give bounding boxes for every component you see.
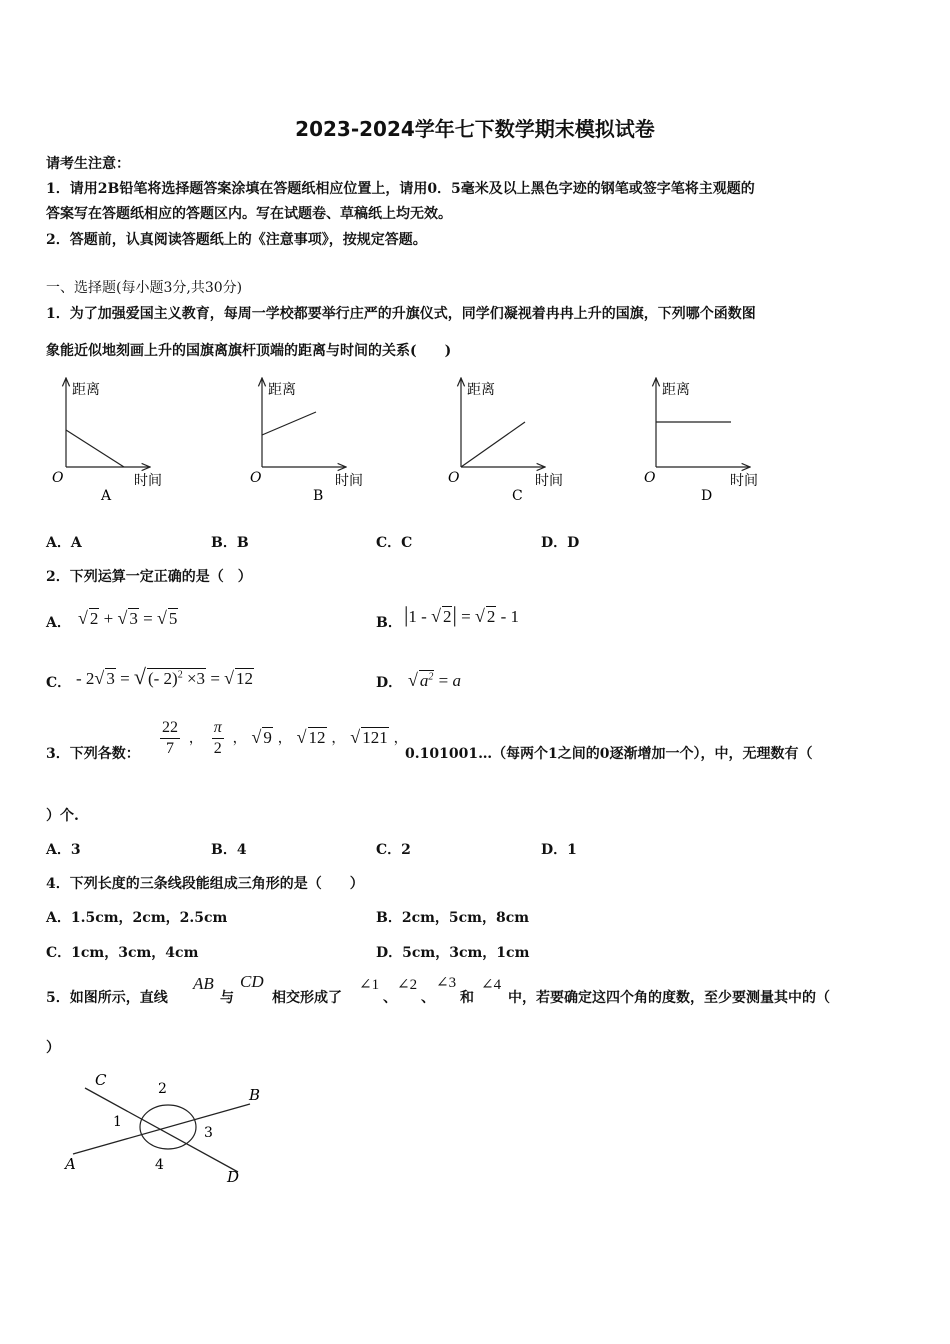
q5-angle-1: ∠1 [359, 977, 380, 993]
q4-option-b[interactable]: B．2cm，5cm，8cm [376, 910, 530, 926]
graph-c [448, 378, 563, 504]
graph-b-caption: B [313, 488, 324, 504]
q2-option-b-formula: |1 - √ 2| = √ 2 - 1 [404, 602, 520, 627]
q1-stem-line-2: 象能近似地刻画上升的国旗离旗杆顶端的距离与时间的关系( ) [46, 343, 452, 359]
q5-separator-2: 、 [421, 990, 435, 1006]
graph-b-y-label: 距离 [268, 382, 296, 398]
notice-line-2: 答案写在答题纸相应的答题区内。写在试题卷、草稿纸上均无效。 [46, 206, 452, 222]
q5-angle-4: ∠4 [481, 977, 502, 993]
graph-a-line [66, 430, 124, 467]
q5-angle-2: ∠2 [397, 977, 418, 993]
graph-d-x-label: 时间 [730, 473, 758, 489]
q3-suffix: 0.101001…（每两个1之间的0逐渐增加一个），中，无理数有（ [405, 746, 813, 762]
q4-stem: 4．下列长度的三条线段能组成三角形的是（ ） [46, 876, 364, 892]
graph-c-line [461, 422, 525, 467]
q3-option-b[interactable]: B．4 [211, 842, 247, 858]
q1-option-b[interactable]: B．B [211, 535, 249, 551]
q2-option-d-formula: √ $a^2 = a$ [408, 670, 461, 690]
q3-option-a[interactable]: A．3 [46, 842, 81, 858]
q5-stem-part-2: 与 [220, 990, 234, 1006]
graph-b-x-label: 时间 [335, 473, 363, 489]
point-a: A [65, 1155, 76, 1173]
graph-d-origin: O [644, 470, 656, 486]
point-b: B [249, 1086, 261, 1104]
section-heading: 一、选择题(每小题3分,共30分) [46, 280, 243, 296]
q3-line-2: ）个. [46, 808, 79, 824]
angle-label-4: 4 [155, 1157, 164, 1173]
q4-option-a[interactable]: A．1.5cm，2cm，2.5cm [46, 910, 228, 926]
q1-graphs [0, 370, 950, 510]
q5-figure [55, 1065, 285, 1195]
graph-c-y-label: 距离 [467, 382, 495, 398]
q5-line-2: ） [46, 1040, 60, 1056]
q5-angle-3: ∠3 [436, 975, 457, 991]
q5-stem-part-5: 中，若要确定这四个角的度数，至少要测量其中的（ [508, 990, 830, 1006]
graph-b-line [262, 412, 316, 435]
graph-b [250, 378, 363, 504]
graph-a-y-label: 距离 [72, 382, 100, 398]
graph-a [52, 378, 162, 504]
q5-stem-part-1: 5．如图所示，直线 [46, 990, 168, 1006]
q5-separator-1: 、 [383, 990, 397, 1006]
graph-a-origin: O [52, 470, 64, 486]
q2-option-c-label[interactable]: C． [46, 675, 72, 691]
angle-label-3: 3 [204, 1125, 213, 1141]
q2-stem: 2．下列运算一定正确的是（ ） [46, 569, 252, 585]
q3-option-c[interactable]: C．2 [376, 842, 411, 858]
graph-d-y-label: 距离 [662, 382, 690, 398]
q2-option-a-formula: √ 2 + √ 3 = √ 5 [78, 608, 178, 628]
q1-option-d[interactable]: D．D [541, 535, 580, 551]
point-d: D [227, 1168, 240, 1186]
graph-b-origin: O [250, 470, 262, 486]
angle-label-2: 2 [158, 1081, 167, 1097]
graph-d [644, 378, 758, 504]
q4-option-d[interactable]: D．5cm，3cm，1cm [376, 945, 530, 961]
graph-c-caption: C [512, 488, 523, 504]
line-ab [73, 1104, 250, 1154]
q3-numbers: $\frac{22}{7}$ ， $\frac{\pi}{2}$ ， √ 9 ， √ 12 ， √ 121 ， [162, 719, 408, 757]
point-c: C [95, 1071, 107, 1089]
notice-heading: 请考生注意： [46, 156, 130, 172]
q2-option-b-label[interactable]: B． [376, 615, 402, 631]
q4-option-c[interactable]: C．1cm，3cm，4cm [46, 945, 199, 961]
q5-line-ab: AB [193, 974, 214, 993]
graph-a-x-label: 时间 [134, 473, 162, 489]
graph-c-origin: O [448, 470, 460, 486]
q1-option-c[interactable]: C．C [376, 535, 413, 551]
q5-line-cd: CD [240, 972, 264, 991]
q5-stem-part-3: 相交形成了 [272, 990, 342, 1006]
q2-option-d-label[interactable]: D． [376, 675, 403, 691]
q5-stem-part-4: 和 [460, 990, 474, 1006]
q1-stem-line-1: 1．为了加强爱国主义教育，每周一学校都要举行庄严的升旗仪式，同学们凝视着冉冉上升的国旗，下列哪个函数图 [46, 306, 756, 322]
angle-label-1: 1 [113, 1114, 122, 1130]
q1-option-a[interactable]: A．A [46, 535, 82, 551]
q3-prefix: 3．下列各数： [46, 746, 140, 762]
page-title: 2023-2024学年七下数学期末模拟试卷 [295, 117, 655, 141]
graph-a-caption: A [101, 488, 112, 504]
notice-line-3: 2．答题前，认真阅读答题纸上的《注意事项》，按规定答题。 [46, 232, 427, 248]
q2-option-c-formula: - 2√ 3 = √ (- 2)$^2$ ×3 = √ 12 [76, 664, 254, 689]
graph-c-x-label: 时间 [535, 473, 563, 489]
notice-line-1: 1．请用2B铅笔将选择题答案涂填在答题纸相应位置上，请用0．5毫米及以上黑色字迹的钢笔或签字笔将主观题的 [46, 181, 755, 197]
graph-d-caption: D [701, 488, 713, 504]
q3-option-d[interactable]: D．1 [541, 842, 577, 858]
q2-option-a-label[interactable]: A． [46, 615, 71, 631]
